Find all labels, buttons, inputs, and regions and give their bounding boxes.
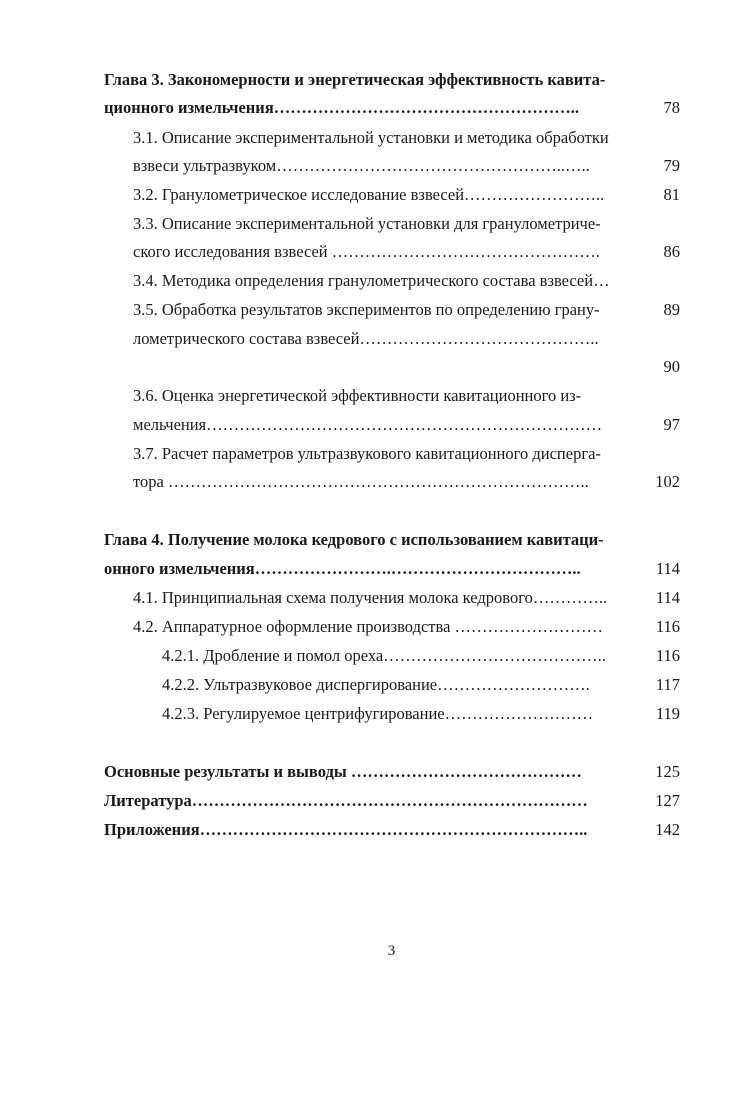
- toc-item-3-7-page: 102: [655, 472, 680, 491]
- toc-item-3-2[interactable]: 3.2. Гранулометрическое исследование взвесей……………………..: [133, 185, 605, 204]
- toc-results[interactable]: Основные результаты и выводы ……………………………………: [104, 762, 582, 781]
- toc-item-3-1-line1[interactable]: 3.1. Описание экспериментальной установки и методика обработки: [133, 128, 609, 147]
- toc-item-3-6-line2[interactable]: мельчения………………………………………………………………: [133, 415, 603, 434]
- toc-item-3-3-page: 86: [663, 242, 680, 261]
- toc-item-3-1-line2[interactable]: взвеси ультразвуком……………………………………………..…..: [133, 156, 590, 175]
- toc-item-4-2-1-page: 116: [655, 646, 680, 665]
- toc-literature[interactable]: Литература………………………………………………………………: [104, 791, 588, 810]
- toc-item-4-1-page: 114: [655, 588, 680, 607]
- toc-item-3-1-page: 79: [663, 156, 680, 175]
- toc-item-3-4[interactable]: 3.4. Методика определения гранулометрического состава взвесей…: [133, 271, 610, 290]
- chapter3-page: 78: [663, 98, 680, 117]
- toc-item-4-2-3-page: 119: [655, 704, 680, 723]
- toc-results-page: 125: [655, 762, 680, 781]
- toc-item-4-1[interactable]: 4.1. Принципиальная схема получения молока кедрового…………..: [133, 588, 608, 607]
- toc-item-4-2-page: 116: [655, 617, 680, 636]
- toc-item-4-2-2-page: 117: [655, 675, 680, 694]
- chapter3-title-line1: Глава 3. Закономерности и энергетическая эффективность кавита-: [104, 70, 606, 89]
- toc-item-3-7-line2[interactable]: тора …………………………………………………………………..: [133, 472, 589, 491]
- chapter4-title-line2[interactable]: онного измельчения…………………….……………………………..: [104, 559, 581, 578]
- toc-literature-page: 127: [655, 791, 680, 810]
- toc-appendices[interactable]: Приложения……………………………………………………………..: [104, 820, 588, 839]
- page-number: 3: [387, 943, 396, 959]
- toc-item-3-6-line1[interactable]: 3.6. Оценка энергетической эффективности кавитационного из-: [133, 386, 582, 405]
- toc-item-3-7-line1[interactable]: 3.7. Расчет параметров ультразвукового кавитационного дисперга-: [133, 444, 601, 463]
- toc-item-3-6-page: 97: [663, 415, 680, 434]
- toc-item-4-2[interactable]: 4.2. Аппаратурное оформление производства ………………………: [133, 617, 604, 636]
- toc-item-3-5-line1[interactable]: 3.5. Обработка результатов экспериментов по определению грану-: [133, 300, 600, 319]
- toc-item-3-2-page: 81: [663, 185, 680, 204]
- chapter4-page: 114: [655, 559, 680, 578]
- toc-item-4-2-2[interactable]: 4.2.2. Ультразвуковое диспергирование……………………….: [162, 675, 590, 694]
- toc-item-3-5-page-a: 89: [663, 300, 680, 319]
- toc-item-4-2-1[interactable]: 4.2.1. Дробление и помол ореха…………………………………..: [162, 646, 606, 665]
- toc-item-3-5-line2[interactable]: лометрического состава взвесей……………………………………..: [133, 329, 599, 348]
- toc-item-3-5-page-b: 90: [663, 357, 680, 376]
- toc-item-3-3-line2[interactable]: ского исследования взвесей ………………………………………….: [133, 242, 600, 261]
- toc-item-3-3-line1[interactable]: 3.3. Описание экспериментальной установки для гранулометриче-: [133, 214, 601, 233]
- toc-appendices-page: 142: [655, 820, 680, 839]
- chapter3-title-line2[interactable]: ционного измельчения………………………………………………..: [104, 98, 579, 117]
- toc-item-4-2-3[interactable]: 4.2.3. Регулируемое центрифугирование………………………: [162, 704, 594, 723]
- chapter4-title-line1: Глава 4. Получение молока кедрового с использованием кавитаци-: [104, 530, 604, 549]
